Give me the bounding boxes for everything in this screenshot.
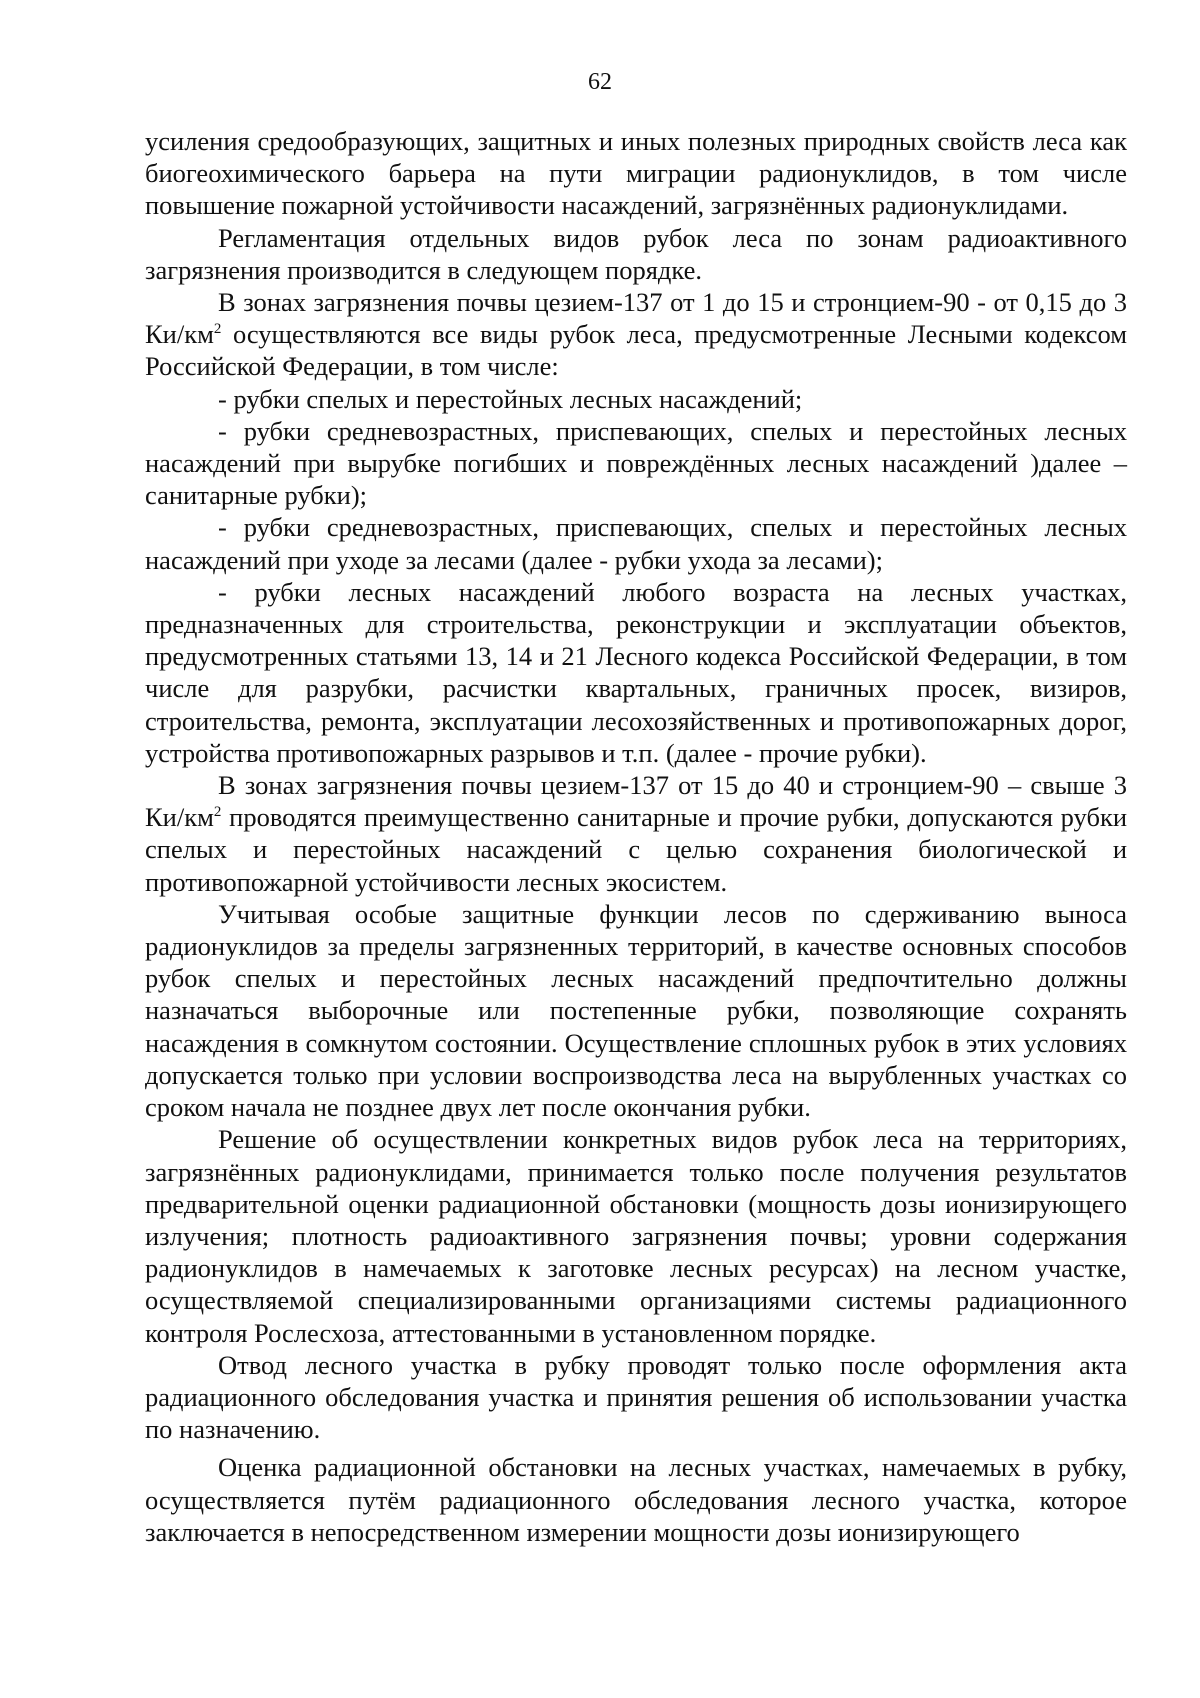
paragraph-regulation-intro: Регламентация отдельных видов рубок леса по зонам радиоактивного загрязнения производится в следующем порядке. [145,222,1127,285]
list-item-other-felling: - рубки лесных насаждений любого возраста на лесных участках, предназначенных для строительства, реконструкции и эксплуатации объектов, предусмотренных статьями 13, 14 и 21 Лесного кодекса Российской Федерации, в том числе для разрубки, расчистки квартальных, граничных просек, визиров, строительства, ремонта, эксплуатации лесохозяйственных и противопожарных дорог, устройства противопожарных разрывов и т.п. (далее - прочие рубки). [145,576,1127,768]
paragraph-protective-functions: Учитывая особые защитные функции лесов по сдерживанию выноса радионуклидов за пределы загрязненных территорий, в качестве основных способов рубок спелых и перестойных лесных насаждений предпочтительно должны назначаться выборочные или постепенные рубки, позволяющие сохранять насаждения в сомкнутом состоянии. Осуществление сплошных рубок в этих условиях допускается только при условии воспроизводства леса на вырубленных участках со сроком начала не позднее двух лет после окончания рубки. [145,898,1127,1123]
superscript-2: 2 [213,804,222,821]
list-item-thinning-felling: - рубки средневозрастных, приспевающих, спелых и перестойных лесных насаждений при уходе за лесами (далее - рубки ухода за лесами); [145,512,1127,575]
superscript-2: 2 [213,321,222,338]
paragraph-zone-15-40 [145,769,1127,898]
list-item-mature-felling: - рубки спелых и перестойных лесных насаждений; [218,383,803,414]
paragraph-zone-15-40-text: В зонах загрязнения почвы цезием-137 от 15 до 40 и стронцием-90 – свыше 3 Ки/км [145,770,1127,833]
paragraph-allotment: Отвод лесного участка в рубку проводят только после оформления акта радиационного обследования участка и принятия решения об использовании участка по назначению. [145,1349,1127,1445]
document-body [145,125,1127,1548]
paragraph-decision: Решение об осуществлении конкретных видов рубок леса на территориях, загрязнённых радионуклидами, принимается только после получения результатов предварительной оценки радиационной обстановки (мощность дозы ионизирующего излучения; плотность радиоактивного загрязнения почвы; уровни содержания радионуклидов в намечаемых к заготовке лесных ресурсах) на лесном участке, осуществляемой специализированными организациями системы радиационного контроля Рослесхоза, аттестованными в установленном порядке. [145,1124,1127,1348]
paragraph-zone-1-15-text: В зонах загрязнения почвы цезием-137 от 1 до 15 и стронцием-90 - от 0,15 до 3 Ки/км [145,287,1127,350]
paragraph-assessment: Оценка радиационной обстановки на лесных участках, намечаемых в рубку, осуществляется путём радиационного обследования лесного участка, которое заключается в непосредственном измерении мощности дозы ионизирующего [145,1452,1127,1547]
paragraph-continuation: усиления средообразующих, защитных и иных полезных природных свойств леса как биогеохимического барьера на пути миграции радионуклидов, в том числе повышение пожарной устойчивости насаждений, загрязнённых радионуклидами. [145,126,1127,221]
paragraph-zone-1-15 [145,286,1127,383]
list-item-sanitary-felling: - рубки средневозрастных, приспевающих, спелых и перестойных лесных насаждений при вырубке погибших и повреждённых лесных насаждений )далее – санитарные рубки); [145,415,1127,511]
paragraph-zone-15-40-text-end: проводятся преимущественно санитарные и прочие рубки, допускаются рубки спелых и перестойных насаждений с целью сохранения биологической и противопожарной устойчивости лесных экосистем. [145,802,1127,897]
page-number: 62 [588,69,612,95]
paragraph-zone-1-15-text-end: осуществляются все виды рубок леса, предусмотренные Лесными кодексом Российской Федерации, в том числе: [145,319,1127,382]
